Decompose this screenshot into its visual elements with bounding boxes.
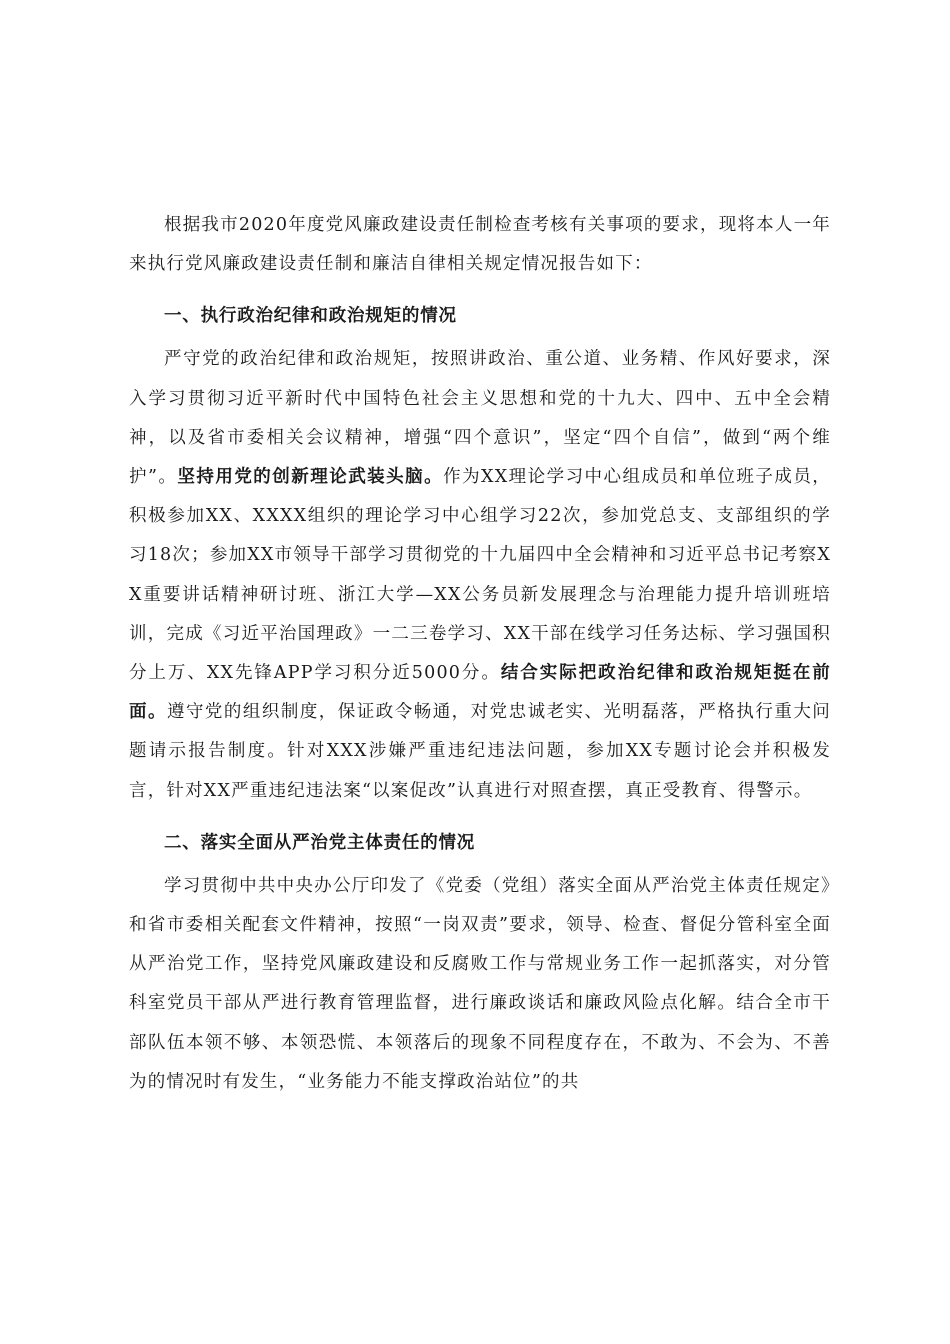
section-2-heading: 二、落实全面从严治党主体责任的情况 bbox=[164, 832, 476, 853]
section-1-text-1: 严守党的政治纪律和政治规矩，按照讲政治、重公道、业务精、作风好要求，深入学习贯彻习近平新时代中国特色社会主义思想和党的十九大、四中、五中全会精神，以及省市委相关会议精神，增强“四个意识”，坚定“四个自信”，做到“两个维护”。 bbox=[129, 349, 831, 488]
section-1-text-2: 作为XX理论学习中心组成员和单位班子成员，积极参加XX、XXXX组织的理论学习中心组学习22次，参加党总支、支部组织的学习18次；参加XX市领导干部学习贯彻党的十九届四中全会精神和习近平总书记考察XX重要讲话精神研讨班、浙江大学—XX公务员新发展理念与治理能力提升培训班培训，完成《习近平治国理政》一二三卷学习、XX干部在线学习任务达标、学习强国积分上万、XX先锋APP学习积分近5000分。 bbox=[129, 467, 831, 684]
document-body bbox=[129, 206, 831, 1102]
section-2-paragraph: 学习贯彻中共中央办公厅印发了《党委（党组）落实全面从严治党主体责任规定》和省市委相关配套文件精神，按照“一岗双责”要求，领导、检查、督促分管科室全面从严治党工作，坚持党风廉政建设和反腐败工作与常规业务工作一起抓落实，对分管科室党员干部从严进行教育管理监督，进行廉政谈话和廉政风险点化解。结合全市干部队伍本领不够、本领恐慌、本领落后的现象不同程度存在，不敢为、不会为、不善为的情况时有发生，“业务能力不能支撑政治站位”的共 bbox=[129, 875, 831, 1092]
section-1-heading: 一、执行政治纪律和政治规矩的情况 bbox=[164, 306, 457, 327]
section-1-paragraph bbox=[129, 340, 831, 810]
intro-paragraph: 根据我市2020年度党风廉政建设责任制检查考核有关事项的要求，现将本人一年来执行党风廉政建设责任制和廉洁自律相关规定情况报告如下： bbox=[129, 215, 831, 275]
section-1-bold-lead-2: 结合实际把政治纪律和政治规矩挺在前面。 bbox=[129, 663, 832, 723]
section-1-text-3: 遵守党的组织制度，保证政令畅通，对党忠诚老实、光明磊落，严格执行重大问题请示报告制度。针对XXX涉嫌严重违纪违法问题，参加XX专题讨论会并积极发言，针对XX严重违纪违法案“以案促改”认真进行对照查摆，真正受教育、得警示。 bbox=[129, 702, 831, 801]
section-1-bold-lead-1: 坚持用党的创新理论武装头脑。 bbox=[177, 467, 444, 488]
